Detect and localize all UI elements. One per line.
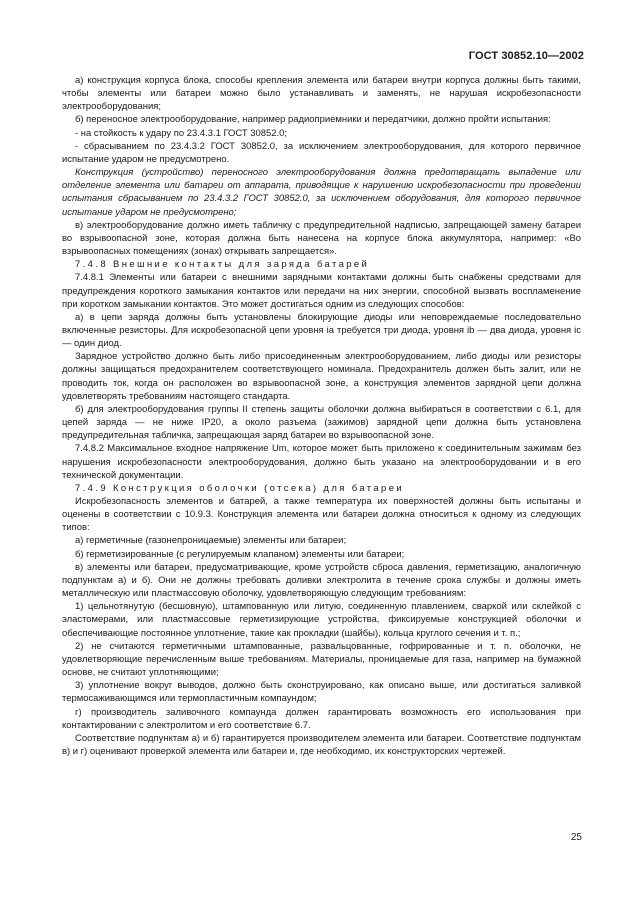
document-body: [62, 74, 581, 758]
paragraph-v-warning-plate: в) электрооборудование должно иметь табличку с предупредительной надписью, запрещающей замену батареи во взрывоопасной зоне, которая должна быть нанесена на корпусе блока аккумулятора, например: «Во взрывоопасных помещениях (зонах) открывать запрещается».: [62, 219, 581, 258]
paragraph-type-a: а) герметичные (газонепроницаемые) элементы или батареи;: [75, 535, 347, 547]
paragraph-safety-test: Искробезопасность элементов и батарей, а также температура их поверхностей должны быть испытаны и оценены в соответствии с 10.9.3. Конструкция элемента или батареи должна относиться к одному из следующих типов:: [62, 496, 581, 534]
paragraph-charger: Зарядное устройство должно быть либо присоединенным электрооборудованием, либо диоды или резисторы должны защищаться предохранителем соответствующего номинала. Предохранитель должен быть залит, или не проводить ток, когда он расположен во взрывоопасной зоне, а конструкция элементов зарядной цепи должна удовлетворять требованиям настоящего стандарта.: [62, 351, 581, 402]
paragraph-type-v: в) элементы или батареи, предусматривающие, кроме устройств сброса давления, герметизацию, аналогичную подпунктам а) и б). Они не должны требовать доливки электролита в течение срока службы и должны иметь металлическую или пластмассовую оболочку, удовлетворяющую следующим требованиям:: [62, 561, 581, 600]
paragraph-impact-test: - на стойкость к удару по 23.4.3.1 ГОСТ 30852.0;: [75, 127, 288, 139]
standard-header: ГОСТ 30852.10—2002: [468, 50, 584, 62]
paragraph-type-b: б) герметизированные (с регулируемым клапаном) элементы или батареи;: [75, 548, 405, 560]
paragraph-req-1: 1) цельнотянутую (бесшовную), штампованную или литую, соединенную плавлением, сваркой или склейкой с эластомерами, или пластмассовые герметизирующие устройства, фиксируемые конструкцией оболочки и обеспечивающие постоянное уплотнение, такие как прокладки (шайбы), кольца круглого сечения и т. п.;: [62, 601, 581, 639]
paragraph-b-portable: б) переносное электрооборудование, например радиоприемники и передатчики, должно пройти испытания:: [75, 114, 551, 126]
paragraph-req-2: 2) не считаются герметичными штампованные, развальцованные, гофрированные и т. п. оболочки, не удовлетворяющие перечисленным выше требованиям. Материалы, проницаемые для газа, например на бумажной основе, не считают уплотняющими;: [62, 640, 581, 679]
paragraph-7-4-8-2: 7.4.8.2 Максимальное входное напряжение Um, которое может быть приложено к соединительным зажимам без нарушения искробезопасности электрооборудования, должно быть указано на электрооборудовании и в его технической документации.: [62, 443, 581, 481]
paragraph-diodes: а) в цепи заряда должны быть установлены блокирующие диоды или неповреждаемые последовательно включенные резисторы. Для искробезопасной цепи уровня ia требуется три диода, уровня ib — два диода, уровня ic — один диод.: [62, 311, 581, 350]
section-heading-7-4-8: 7.4.8 Внешние контакты для заряда батарей: [75, 259, 370, 271]
page-number: 25: [570, 832, 582, 843]
paragraph-7-4-8-1: 7.4.8.1 Элементы или батареи с внешними зарядными контактами должны быть снабжены средствами для предупреждения короткого замыкания контактов или передачи на них энергии, способной вызвать воспламенение при коротком замыкании контактов. Это может достигаться одним из следующих способов:: [62, 272, 581, 310]
paragraph-type-g: г) производитель заливочного компаунда должен гарантировать возможность его использования при контактировании с электролитом и его соответствие 6.7.: [62, 706, 581, 731]
paragraph-conformity: Соответствие подпунктам а) и б) гарантируется производителем элемента или батареи. Соответствие подпунктам в) и г) оценивают проверкой элемента или батареи и, где необходимо, их конструкторских чертежей.: [62, 732, 581, 757]
section-heading-7-4-9: 7.4.9 Конструкция оболочки (отсека) для батареи: [75, 482, 405, 494]
paragraph-a-housing: а) конструкция корпуса блока, способы крепления элемента или батареи внутри корпуса должны быть такими, чтобы элементы или батареи можно было устанавливать и заменять, не нарушая искробезопасности электрооборудования;: [62, 75, 581, 113]
paragraph-drop-test: - сбрасыванием по 23.4.3.2 ГОСТ 30852.0, за исключением электрооборудования, для которого первичное испытание ударом не предусмотрено.: [62, 140, 581, 165]
paragraph-construction-note: Конструкция (устройство) переносного электрооборудования должна предотвращать выпадение или отделение элемента или батареи от аппарата, приводящие к нарушению искробезопасности при проведении испытания сбрасыванием по 23.4.3.2 ГОСТ 30852.0, за исключением оборудования, для которого первичное испытание ударом не предусмотрено;: [62, 167, 581, 218]
paragraph-req-3: 3) уплотнение вокруг выводов, должно быть сконструировано, как описано выше, или достигаться заливкой термосаживающимся или термопластичным компаундом;: [62, 680, 581, 705]
paragraph-group-ii: б) для электрооборудования группы II степень защиты оболочки должна выбираться в соответствии с 6.1, для цепей заряда — не ниже IP20, а около разъема (зажимов) зарядной цепи должна быть установлена предупредительная табличка, запрещающая заряд батареи во взрывоопасной зоне.: [62, 403, 581, 442]
